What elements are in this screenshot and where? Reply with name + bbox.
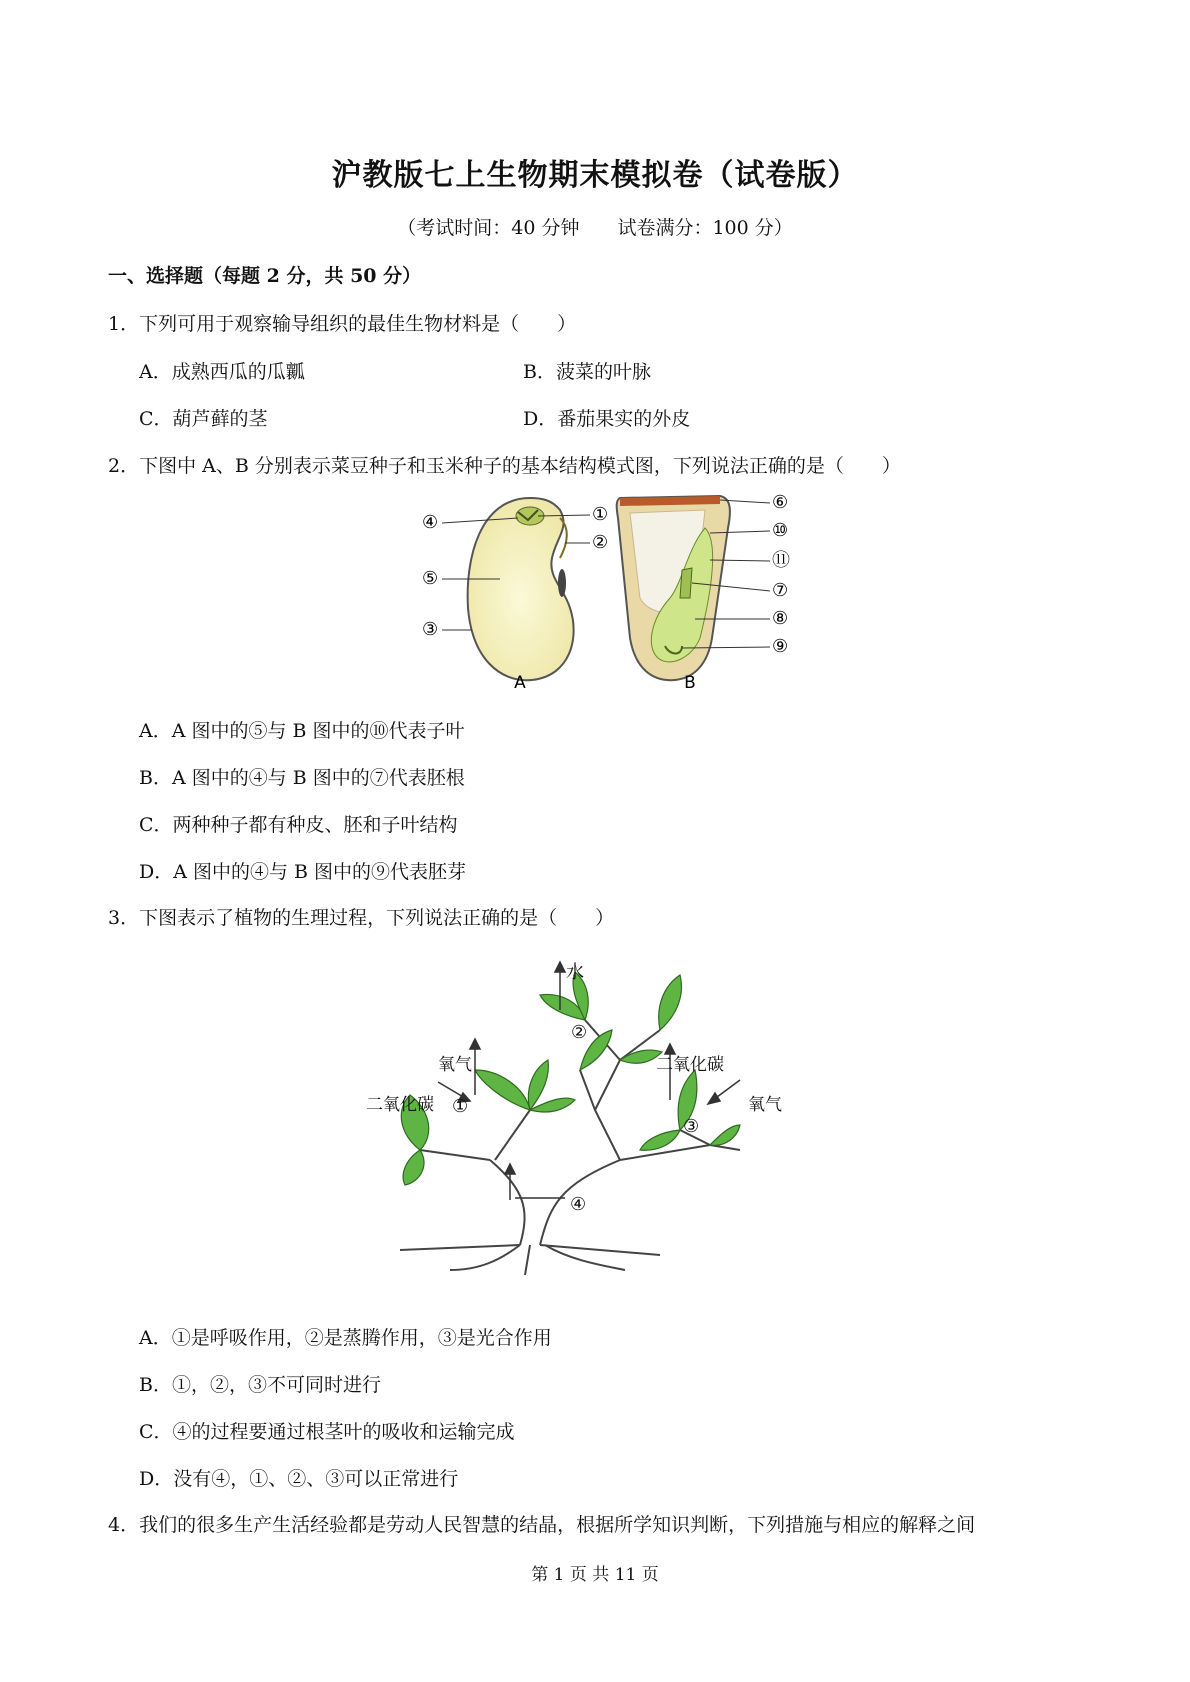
corn-seed-diagram [617,492,790,693]
q1-option-c: C．葫芦藓的茎 [139,408,268,430]
marker-5-a: ⑤ [422,568,439,589]
label-co2-left: 二氧化碳 [366,1095,434,1115]
marker-11-b: ⑪ [772,550,790,571]
figure-label-b: B [684,673,696,693]
question-3-stem: 3．下图表示了植物的生理过程，下列说法正确的是（ ） [108,907,615,929]
plant-process-figure [366,960,840,1280]
marker-3-plant: ③ [683,1116,700,1137]
question-4-stem: 4．我们的很多生产生活经验都是劳动人民智慧的结晶，根据所学知识判断，下列措施与相应的解释之间 [108,1514,976,1536]
label-oxygen-left: 氧气 [438,1055,472,1075]
marker-10-b: ⑩ [772,520,789,541]
label-oxygen-right: 氧气 [748,1095,782,1115]
question-1-stem: 1．下列可用于观察输导组织的最佳生物材料是（ ） [108,313,577,335]
marker-8-b: ⑧ [772,608,789,629]
page-title: 沪教版七上生物期末模拟卷（试卷版） [331,158,859,193]
q1-option-b: B．菠菜的叶脉 [523,361,651,383]
marker-4-plant: ④ [570,1194,587,1215]
bean-seed-diagram [422,498,608,693]
q2-option-b: B．A 图中的④与 B 图中的⑦代表胚根 [139,767,465,789]
q2-option-d: D．A 图中的④与 B 图中的⑨代表胚芽 [139,861,467,883]
marker-1-plant: ① [452,1096,469,1117]
figure-label-a: A [514,673,526,693]
marker-2-plant: ② [571,1022,588,1043]
q3-option-d: D．没有④，①、②、③可以正常进行 [139,1468,459,1490]
marker-6-b: ⑥ [772,492,789,513]
q2-option-c: C．两种种子都有种皮、胚和子叶结构 [139,814,458,836]
marker-1-a: ① [592,504,609,525]
marker-4-a: ④ [422,512,439,533]
q3-option-c: C．④的过程要通过根茎叶的吸收和运输完成 [139,1421,515,1443]
label-co2-right: 二氧化碳 [656,1055,724,1075]
q3-option-a: A．①是呼吸作用，②是蒸腾作用，③是光合作用 [139,1327,552,1349]
marker-3-a: ③ [422,619,439,640]
page-footer: 第 1 页 共 11 页 [531,1565,659,1585]
exam-info: （考试时间：40 分钟 试卷满分：100 分） [397,217,793,239]
q1-option-a: A．成熟西瓜的瓜瓤 [139,361,305,383]
seed-structure-figure [420,488,810,698]
section-heading: 一、选择题（每题 2 分，共 50 分） [108,265,422,287]
marker-2-a: ② [592,532,609,553]
q2-option-a: A．A 图中的⑤与 B 图中的⑩代表子叶 [139,720,465,742]
marker-7-b: ⑦ [772,580,789,601]
q1-option-d: D．番茄果实的外皮 [523,408,691,430]
question-2-stem: 2．下图中 A、B 分别表示菜豆种子和玉米种子的基本结构模式图，下列说法正确的是（ ） [108,455,901,477]
marker-9-b: ⑨ [772,636,789,657]
q3-option-b: B．①，②，③不可同时进行 [139,1374,381,1396]
label-water: 水 [566,962,584,983]
